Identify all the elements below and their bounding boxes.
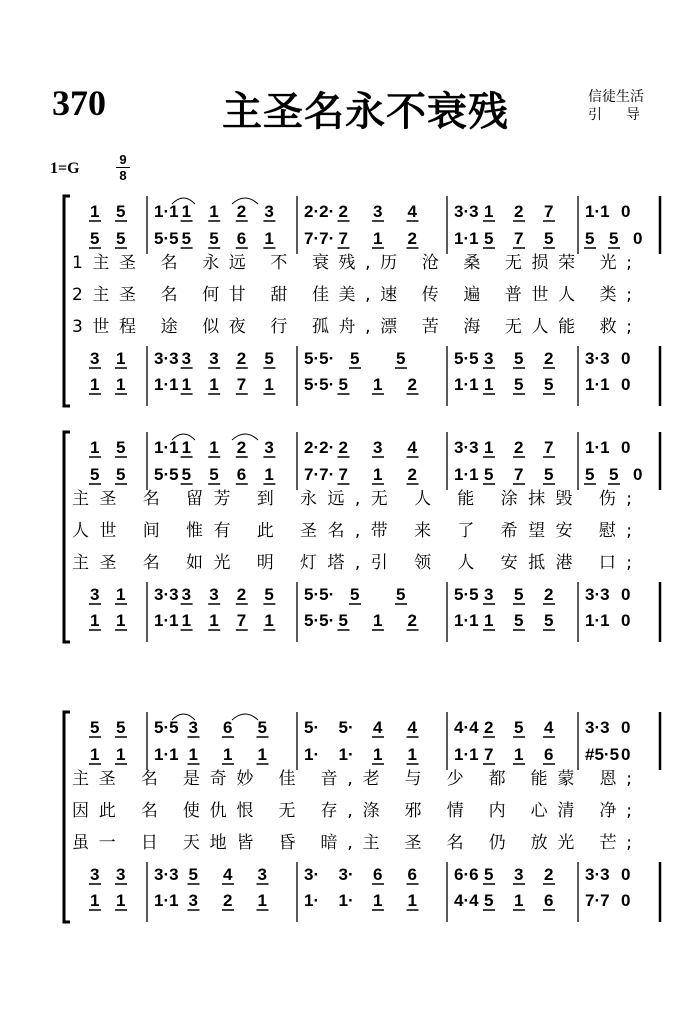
bass-note: 1: [514, 891, 524, 910]
bass-note: 5: [544, 611, 554, 630]
tenor-note: 3: [181, 585, 192, 604]
soprano-note: 5: [116, 202, 126, 221]
soprano-note: 1·1: [585, 202, 610, 221]
bass-note: 7: [236, 611, 247, 630]
soprano-note: 5·: [304, 718, 320, 737]
alto-note: 5: [116, 465, 126, 484]
tenor-note: 2: [236, 349, 247, 368]
bass-note: 1: [90, 891, 100, 910]
alto-note: 1: [188, 745, 198, 764]
bass-note: 1·1: [154, 611, 179, 630]
bass-note: 1: [257, 891, 267, 910]
bass-note: 1: [116, 611, 126, 630]
bass-note: 1·1: [454, 375, 479, 394]
tenor-note: 3·3: [585, 865, 610, 884]
soprano-note: 3·3: [454, 438, 479, 457]
bass-note: 1·1: [154, 375, 179, 394]
bass-note: 1: [484, 375, 494, 394]
alto-note: 5: [544, 465, 554, 484]
soprano-note: 1·1: [585, 438, 610, 457]
soprano-note: 3: [264, 438, 274, 457]
alto-note: 1: [514, 745, 524, 764]
alto-note: 0: [621, 745, 631, 764]
alto-note: 7·7·: [304, 465, 335, 484]
alto-note: 7·7·: [304, 229, 335, 248]
alto-note: 5: [209, 229, 219, 248]
soprano-note: 4: [407, 718, 417, 737]
lyric-line: 主圣 名 是奇妙 佳 音,老 与 少 都 能蒙 恩;: [72, 769, 632, 789]
alto-note: 5: [585, 229, 595, 248]
tenor-note: 0: [621, 349, 631, 368]
alto-note: 1: [373, 745, 383, 764]
soprano-note: 2: [236, 202, 247, 221]
soprano-note: 1: [209, 202, 219, 221]
alto-note: 2: [407, 465, 417, 484]
alto-note: 1·: [304, 745, 320, 764]
lyric-line: 2主圣 名 何甘 甜 佳美,速 传 遍 普世人 类;: [72, 285, 632, 305]
alto-note: 1: [373, 465, 383, 484]
soprano-note: 1: [90, 202, 100, 221]
soprano-note: 1: [181, 202, 192, 221]
alto-note: 5: [90, 465, 100, 484]
bass-note: 5: [338, 611, 348, 630]
system-bracket: [64, 432, 70, 642]
system-bracket: [64, 196, 70, 406]
soprano-note: 5: [514, 718, 524, 737]
bass-note: 1: [484, 611, 494, 630]
alto-note: 7: [514, 465, 524, 484]
tenor-note: 6: [373, 865, 383, 884]
bass-note: 1: [181, 375, 192, 394]
soprano-note: 3·3: [585, 718, 610, 737]
soprano-note: 1: [181, 438, 192, 457]
bass-note: 1: [116, 891, 126, 910]
tenor-note: 5: [264, 585, 274, 604]
alto-note: 1: [264, 229, 274, 248]
soprano-note: 5·5: [154, 718, 179, 737]
alto-note: 5: [609, 229, 619, 248]
alto-note: 1·: [338, 745, 354, 764]
tenor-note: 3: [209, 585, 219, 604]
alto-note: 1: [257, 745, 267, 764]
tenor-note: 5: [264, 349, 274, 368]
tenor-note: 3: [181, 349, 192, 368]
bass-note: 1: [373, 891, 383, 910]
tenor-note: 5: [350, 349, 360, 368]
alto-note: 5: [609, 465, 619, 484]
bass-note: 1·: [338, 891, 354, 910]
lyric-line: 1主圣 名 永远 不 衰残,历 沧 桑 无损荣 光;: [72, 253, 632, 273]
bass-note: 1: [209, 611, 219, 630]
tenor-note: 2: [544, 865, 554, 884]
bass-note: 7: [236, 375, 247, 394]
soprano-note: 5: [257, 718, 267, 737]
alto-note: 1: [373, 229, 383, 248]
tenor-note: 3·3: [154, 865, 179, 884]
tenor-note: 5: [484, 865, 494, 884]
bass-note: 1: [373, 611, 383, 630]
tenor-note: 5: [514, 585, 524, 604]
bass-note: 1: [373, 375, 383, 394]
source-line-1: 信徒生活: [588, 89, 644, 105]
tenor-note: 3: [90, 585, 100, 604]
bass-note: 0: [621, 891, 631, 910]
soprano-note: 2: [236, 438, 247, 457]
tenor-note: 3·3: [585, 349, 610, 368]
bass-note: 2: [407, 375, 417, 394]
source-line-2: 引导: [588, 107, 664, 123]
alto-note: 6: [544, 745, 554, 764]
bass-note: 1: [116, 375, 126, 394]
tenor-note: 4: [223, 865, 233, 884]
soprano-note: 7: [544, 202, 554, 221]
tenor-note: 5·5: [454, 349, 479, 368]
bass-note: 5: [514, 611, 524, 630]
bass-note: 5: [484, 891, 494, 910]
time-signature-bottom: 8: [116, 167, 130, 183]
tenor-note: 3: [257, 865, 267, 884]
soprano-note: 2: [338, 438, 348, 457]
alto-note: 7: [338, 465, 348, 484]
soprano-note: 2·2·: [304, 202, 335, 221]
tenor-note: 5: [514, 349, 524, 368]
alto-note: 1: [223, 745, 233, 764]
alto-note: 1: [116, 745, 126, 764]
alto-note: 6: [236, 465, 247, 484]
soprano-note: 2: [484, 718, 494, 737]
bass-note: 1: [181, 611, 192, 630]
alto-note: 5: [585, 465, 595, 484]
bass-note: 1: [90, 611, 100, 630]
alto-note: 5: [484, 229, 494, 248]
alto-note: 1: [407, 745, 417, 764]
bass-note: 5: [544, 375, 554, 394]
tenor-note: 3·3: [154, 585, 179, 604]
tenor-note: 0: [621, 865, 631, 884]
bass-note: 1·1: [585, 375, 610, 394]
tenor-note: 5·5·: [304, 349, 335, 368]
soprano-note: 5: [116, 718, 126, 737]
alto-note: 7: [338, 229, 348, 248]
alto-note: 5: [181, 465, 192, 484]
soprano-note: 3: [264, 202, 274, 221]
alto-note: 7: [484, 745, 494, 764]
soprano-note: 5·: [338, 718, 354, 737]
lyric-line: 主圣 名 留芳 到 永远,无 人 能 涂抹毁 伤;: [72, 489, 633, 509]
tenor-note: 3·3: [585, 585, 610, 604]
alto-note: #5·5: [585, 745, 620, 764]
bass-note: 1·1: [585, 611, 610, 630]
tenor-note: 3: [484, 349, 494, 368]
bass-note: 2: [223, 891, 233, 910]
soprano-note: 5: [116, 438, 126, 457]
alto-note: 2: [407, 229, 417, 248]
soprano-note: 2: [514, 438, 524, 457]
bass-note: 5: [514, 375, 524, 394]
bass-note: 0: [621, 375, 631, 394]
soprano-note: 0: [621, 202, 631, 221]
tenor-note: 3·3: [154, 349, 179, 368]
bass-note: 1·1: [454, 611, 479, 630]
soprano-note: 2·2·: [304, 438, 335, 457]
bass-note: 1·: [304, 891, 320, 910]
tenor-note: 5: [350, 585, 360, 604]
tenor-note: 3: [484, 585, 494, 604]
tenor-note: 3: [116, 865, 126, 884]
lyric-line: 3世程 途 似夜 行 孤舟,漂 苦 海 无人能 救;: [72, 317, 632, 337]
bass-note: 3: [188, 891, 198, 910]
alto-note: 5: [484, 465, 494, 484]
tenor-note: 5·5: [454, 585, 479, 604]
tenor-note: 3: [514, 865, 524, 884]
alto-note: 5: [209, 465, 219, 484]
tenor-note: 2: [544, 349, 554, 368]
alto-note: 5: [544, 229, 554, 248]
bass-note: 7·7: [585, 891, 610, 910]
tenor-note: 5: [396, 349, 406, 368]
soprano-note: 1: [484, 438, 494, 457]
lyric-line: 人世 间 惟有 此 圣名,带 来 了 希望安 慰;: [72, 521, 633, 541]
alto-note: 1·1: [454, 745, 479, 764]
soprano-note: 1: [484, 202, 494, 221]
alto-note: 1: [264, 465, 274, 484]
soprano-note: 1·1: [154, 202, 179, 221]
bass-note: 2: [407, 611, 417, 630]
bass-note: 1: [90, 375, 100, 394]
soprano-note: 1: [90, 438, 100, 457]
tenor-note: 3·: [338, 865, 354, 884]
soprano-note: 4·4: [454, 718, 479, 737]
bass-note: 5·5·: [304, 611, 335, 630]
soprano-note: 4: [544, 718, 554, 737]
alto-note: 1·1: [154, 745, 179, 764]
alto-note: 1·1: [454, 229, 479, 248]
alto-note: 5: [116, 229, 126, 248]
alto-note: 7: [514, 229, 524, 248]
tenor-note: 2: [236, 585, 247, 604]
tenor-note: 3: [90, 865, 100, 884]
bass-note: 5·5·: [304, 375, 335, 394]
alto-note: 5: [90, 229, 100, 248]
soprano-note: 1: [209, 438, 219, 457]
lyric-line: 因此 名 使仇恨 无 存,涤 邪 情 内 心清 净;: [72, 801, 632, 821]
slur: [232, 714, 258, 720]
soprano-note: 2: [514, 202, 524, 221]
alto-note: 6: [236, 229, 247, 248]
soprano-note: 3·3: [454, 202, 479, 221]
bass-note: 0: [621, 611, 631, 630]
soprano-note: 6: [223, 718, 233, 737]
tenor-note: 5·5·: [304, 585, 335, 604]
soprano-note: 5: [90, 718, 100, 737]
soprano-note: 3: [188, 718, 198, 737]
soprano-note: 2: [338, 202, 348, 221]
bass-note: 5: [338, 375, 348, 394]
tenor-note: 1: [116, 585, 126, 604]
lyric-line: 虽一 日 天地皆 昏 暗,主 圣 名 仍 放光 芒;: [72, 833, 632, 853]
soprano-note: 4: [407, 202, 417, 221]
bass-note: 1·1: [154, 891, 179, 910]
bass-note: 1: [407, 891, 417, 910]
bass-note: 6: [544, 891, 554, 910]
soprano-note: 7: [544, 438, 554, 457]
tenor-note: 3: [209, 349, 219, 368]
bass-note: 1: [264, 375, 274, 394]
tenor-note: 3·: [304, 865, 320, 884]
alto-note: 5·5: [154, 229, 179, 248]
bass-note: 1: [209, 375, 219, 394]
soprano-note: 3: [373, 202, 383, 221]
tenor-note: 5: [188, 865, 198, 884]
soprano-note: 4: [373, 718, 383, 737]
tenor-note: 6·6: [454, 865, 479, 884]
system-bracket: [64, 712, 70, 922]
hymn-number: 370: [52, 83, 106, 123]
soprano-note: 3: [373, 438, 383, 457]
tenor-note: 2: [544, 585, 554, 604]
alto-note: 5: [181, 229, 192, 248]
soprano-note: 1·1: [154, 438, 179, 457]
soprano-note: 0: [621, 718, 631, 737]
time-signature-top: 9: [119, 152, 127, 167]
alto-note: 5·5: [154, 465, 179, 484]
tenor-note: 3: [90, 349, 100, 368]
bass-note: 4·4: [454, 891, 479, 910]
lyric-line: 主圣 名 如光 明 灯塔,引 领 人 安抵港 口;: [72, 553, 633, 573]
soprano-note: 0: [621, 438, 631, 457]
alto-note: 1: [90, 745, 100, 764]
alto-note: 1·1: [454, 465, 479, 484]
alto-note: 0: [633, 229, 643, 248]
tenor-note: 6: [407, 865, 417, 884]
tenor-note: 5: [396, 585, 406, 604]
tenor-note: 1: [116, 349, 126, 368]
soprano-note: 4: [407, 438, 417, 457]
bass-note: 1: [264, 611, 274, 630]
key-signature: 1=G: [50, 160, 80, 177]
alto-note: 0: [633, 465, 643, 484]
hymn-title: 主圣名永不衰残: [222, 89, 509, 135]
tenor-note: 0: [621, 585, 631, 604]
